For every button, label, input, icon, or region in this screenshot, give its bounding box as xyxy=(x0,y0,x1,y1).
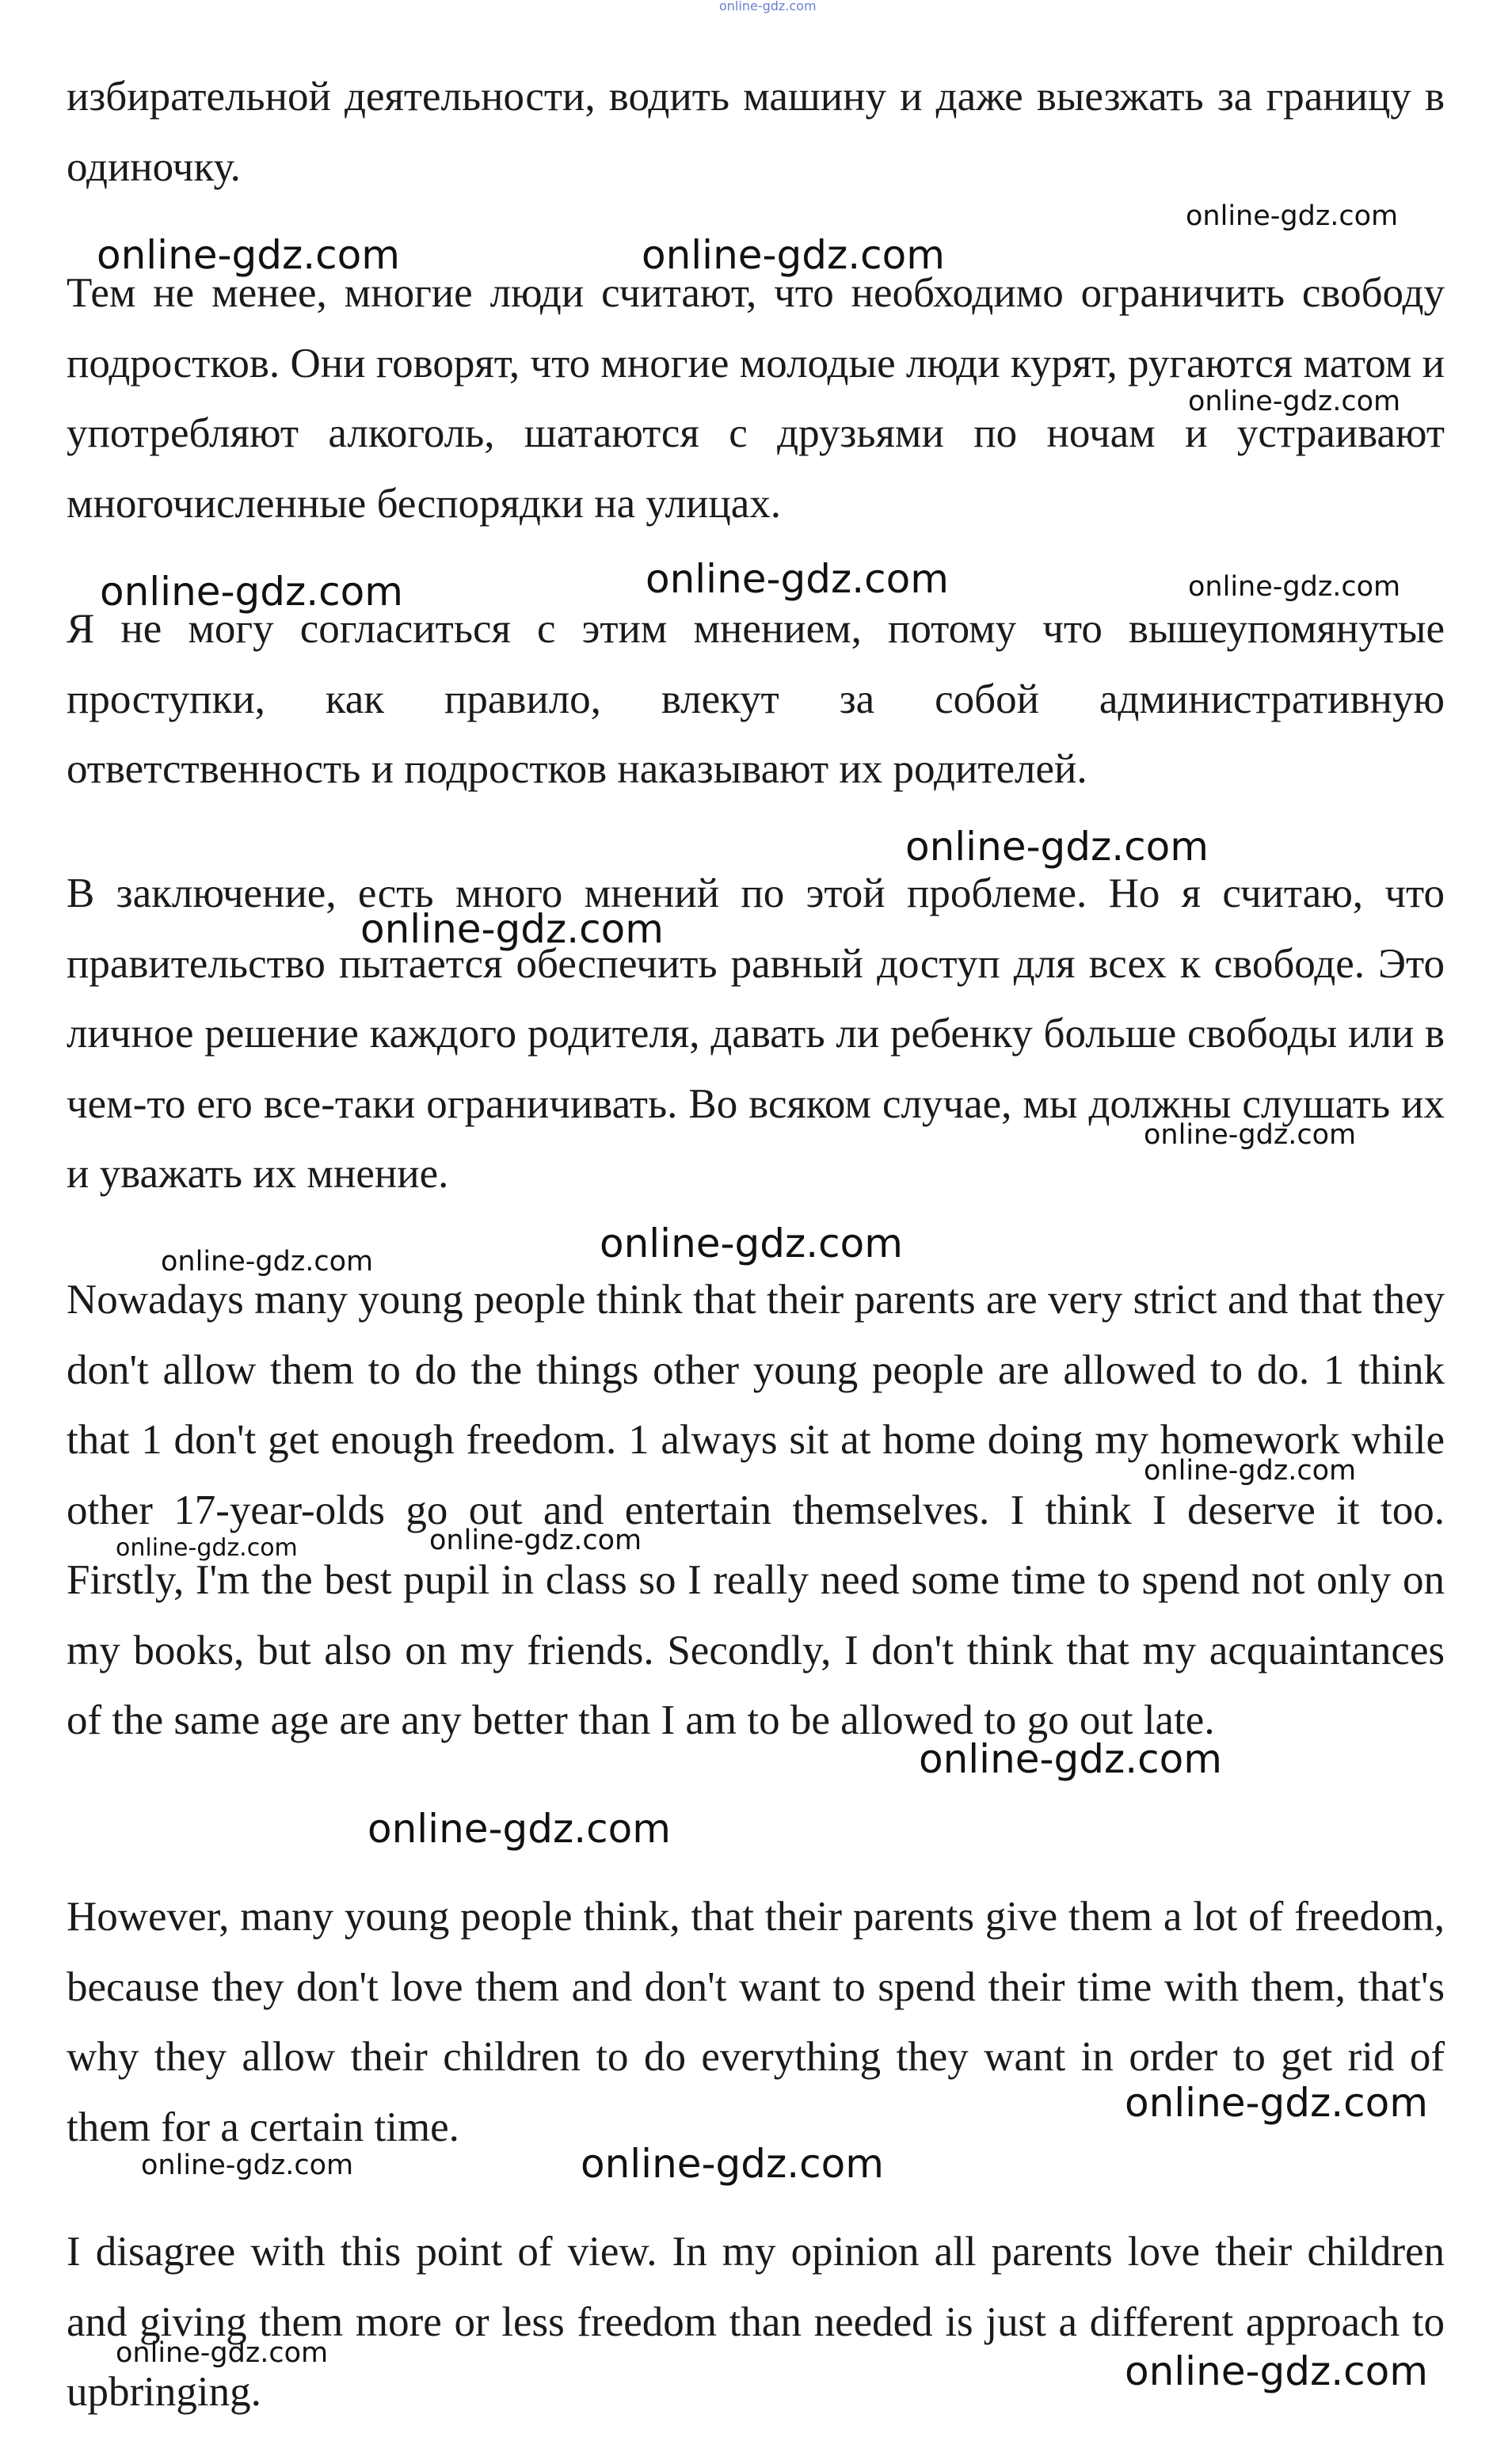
paragraph-4: В заключение, есть много мнений по этой проблеме. Но я считаю, что правительство пытается обеспечить равный доступ для всех к свободе. Это личное решение каждого родителя, давать ли ребенку больше свободы или в чем-то его все-таки ограничивать. Во всяком случае, мы должны слушать их и уважать их мнение. xyxy=(67,870,1445,1197)
watermark: online-gdz.com xyxy=(581,2141,884,2187)
watermark: online-gdz.com xyxy=(97,232,400,278)
watermark: online-gdz.com xyxy=(646,556,949,602)
watermark: online-gdz.com xyxy=(1188,386,1401,417)
watermark: online-gdz.com xyxy=(116,2337,329,2369)
watermark: online-gdz.com xyxy=(642,232,945,278)
watermark: online-gdz.com xyxy=(1125,2080,1428,2126)
watermark: online-gdz.com xyxy=(429,1525,642,1556)
watermark: online-gdz.com xyxy=(116,1534,298,1562)
watermark: online-gdz.com xyxy=(360,906,664,952)
watermark: online-gdz.com xyxy=(100,569,403,615)
watermark: online-gdz.com xyxy=(600,1220,903,1266)
watermark: online-gdz.com xyxy=(1188,571,1401,603)
header-watermark: online-gdz.com xyxy=(719,0,817,13)
watermark: online-gdz.com xyxy=(905,824,1209,870)
paragraph-1: избирательной деятельности, водить машину и даже выезжать за границу в одиночку. xyxy=(67,74,1445,190)
watermark: online-gdz.com xyxy=(141,2150,354,2181)
paragraph-3: Я не могу согласиться с этим мнением, потому что вышеупомянутые проступки, как правило, влекут за собой административную ответственность и подростков наказывают их родителей. xyxy=(67,606,1445,792)
watermark: online-gdz.com xyxy=(368,1806,671,1852)
watermark: online-gdz.com xyxy=(1125,2348,1428,2394)
watermark: online-gdz.com xyxy=(1186,200,1399,232)
paragraph-2: Тем не менее, многие люди считают, что необходимо ограничить свободу подростков. Они говорят, что многие молодые люди курят, ругаются матом и употребляют алкоголь, шатаются с друзьями по ночам и устраивают многочисленные беспорядки на улицах. xyxy=(67,270,1445,527)
watermark: online-gdz.com xyxy=(1144,1455,1357,1487)
watermark: online-gdz.com xyxy=(1144,1119,1357,1151)
paragraph-6: However, many young people think, that their parents give them a lot of freedom, because they don't love them and don't want to spend their time with them, that's why they allow their children to do everything they want in order to get rid of them for a certain time. xyxy=(67,1894,1445,2150)
paragraph-5: Nowadays many young people think that their parents are very strict and that they don't allow them to do the things other young people are allowed to do. 1 think that 1 don't get enough freedom. 1 always sit at home doing my homework while other 17-year-olds go out and entertain themselves. I think I deserve it too. Firstly, I'm the best pupil in class so I really need some time to spend not only on my books, but also on my friends. Secondly, I don't think that my acquaintances of the same age are any better than I am to be allowed to go out late. xyxy=(67,1277,1445,1743)
paragraph-7: I disagree with this point of view. In my opinion all parents love their children and giving them more or less freedom than needed is just a different approach to upbringing. xyxy=(67,2229,1445,2415)
watermark: online-gdz.com xyxy=(919,1736,1222,1782)
watermark: online-gdz.com xyxy=(161,1246,374,1278)
